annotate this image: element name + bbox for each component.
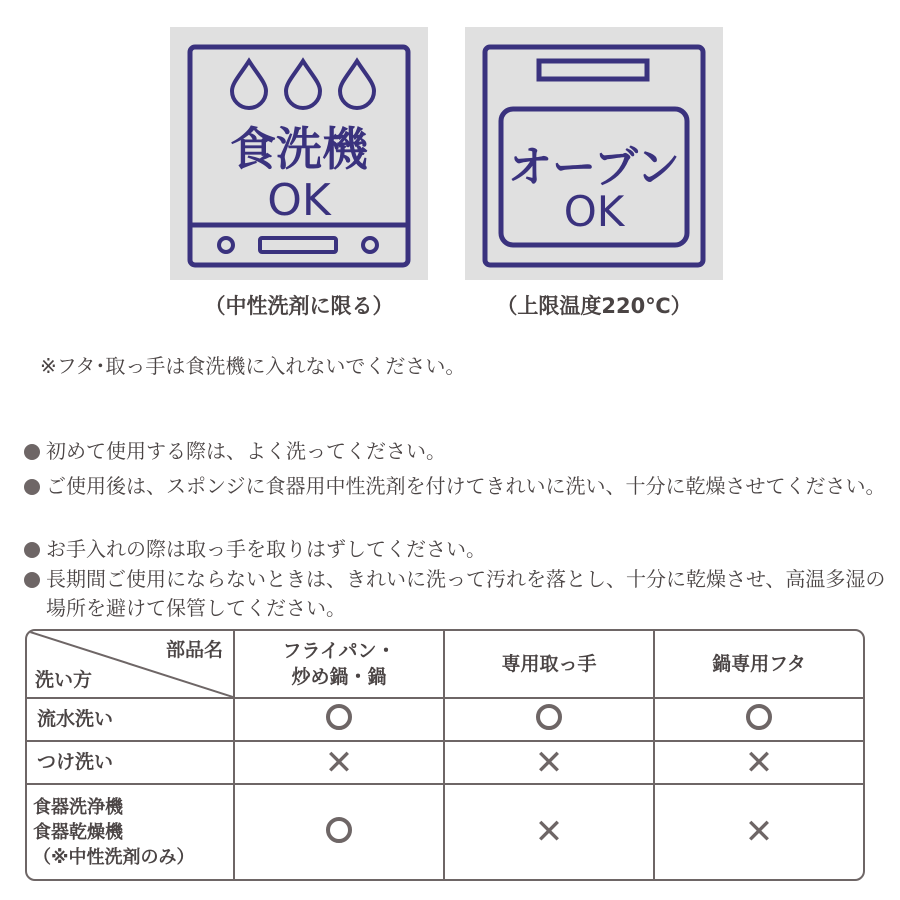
dishwasher-label: 食洗機 (230, 122, 368, 176)
mark-cell (653, 783, 863, 879)
mark-cell (233, 783, 443, 879)
cross-mark-icon: ✕ (744, 812, 774, 852)
row-label (27, 783, 233, 879)
cross-mark-icon: ✕ (534, 742, 564, 783)
cross-mark-icon: ✕ (744, 742, 774, 783)
table-row (27, 697, 863, 740)
washing-method-table (25, 629, 865, 881)
column-header-handle (443, 631, 653, 697)
table-row (27, 740, 863, 783)
mark-cell (653, 697, 863, 740)
circle-mark-icon (326, 817, 352, 843)
mark-cell (443, 740, 653, 783)
water-drops-icon (232, 61, 374, 108)
instruction-bullet: 初めて使用する際は、よく洗ってください。 (24, 437, 886, 466)
column-header-line: 炒め鍋・鍋 (291, 666, 387, 688)
column-header-line: フライパン・ (282, 640, 396, 662)
mark-cell (443, 783, 653, 879)
column-header-fryingpan (233, 631, 443, 697)
table-corner-cell (27, 631, 233, 697)
oven-ok-icon (465, 27, 723, 280)
row-label-line: 食器乾燥機 (33, 821, 123, 843)
corner-method-label: 洗い方 (35, 669, 93, 691)
lid-handle-note: ※フタ･取っ手は食洗機に入れないでください。 (40, 354, 466, 378)
oven-caption: （上限温度220℃） (496, 294, 692, 318)
cross-mark-icon: ✕ (534, 812, 564, 852)
cross-mark-icon: ✕ (324, 742, 354, 783)
oven-ok-label: OK (563, 187, 625, 236)
instruction-bullet: 長期間ご使用にならないときは、きれいに洗って汚れを落とし、十分に乾燥させ、高温多湿の場所を避けて保管してください。 (24, 565, 886, 623)
row-label-line: （※中性洗剤のみ） (33, 846, 195, 868)
column-header-line: 鍋専用フタ (712, 653, 806, 675)
mark-cell (233, 697, 443, 740)
circle-mark-icon (746, 704, 772, 730)
dishwasher-caption: （中性洗剤に限る） (204, 294, 394, 318)
oven-label: オーブン (507, 142, 681, 193)
dishwasher-ok-label: OK (267, 175, 331, 226)
table-row (27, 783, 863, 879)
mark-cell (653, 740, 863, 783)
circle-mark-icon (326, 704, 352, 730)
dishwasher-ok-icon (170, 27, 428, 280)
row-label: 流水洗い (27, 697, 233, 740)
instruction-bullet: お手入れの際は取っ手を取りはずしてください。 (24, 535, 886, 564)
corner-parts-label: 部品名 (165, 639, 223, 661)
table-header-row (27, 631, 863, 697)
instruction-bullet: ご使用後は、スポンジに食器用中性洗剤を付けてきれいに洗い、十分に乾燥させてください。 (24, 472, 886, 501)
row-label: つけ洗い (27, 740, 233, 783)
circle-mark-icon (536, 704, 562, 730)
column-header-line: 専用取っ手 (501, 653, 597, 675)
mark-cell (443, 697, 653, 740)
mark-cell (233, 740, 443, 783)
column-header-lid (653, 631, 863, 697)
row-label-line: 食器洗浄機 (33, 796, 123, 818)
